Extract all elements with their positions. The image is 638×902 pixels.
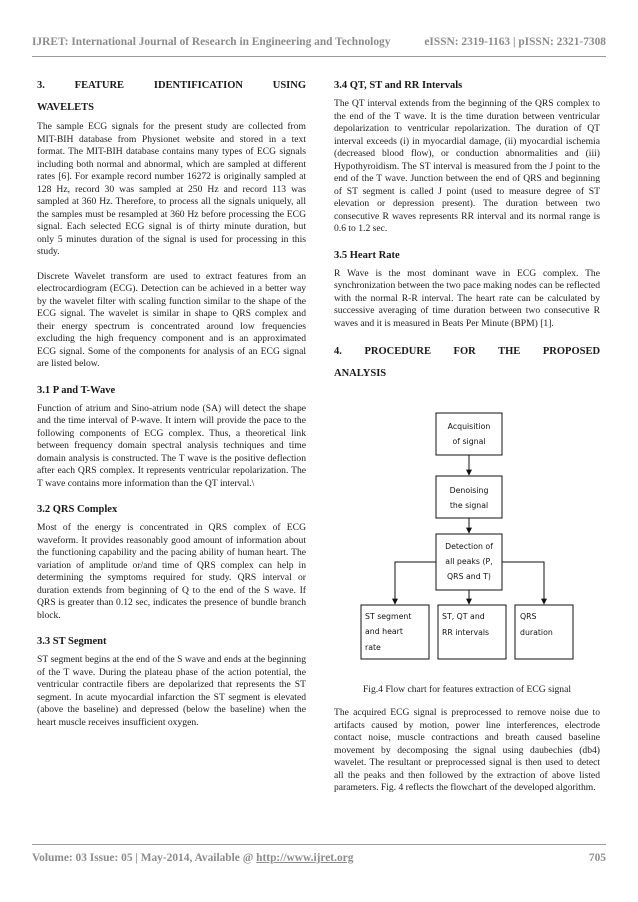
running-footer: [32, 852, 606, 864]
arrow-detect-to-st: [395, 562, 436, 604]
intervals-line-2: RR intervals: [442, 628, 490, 637]
st-segment-line-3: rate: [365, 643, 381, 652]
section-3-1-body: Function of atrium and Sino-atrium node (SA) will detect the shape and the time interval of P-wave. It intern will provide the pace to the following components of ECG complex. Thus, a theoretical link between frequency domain spectral analysis techniques and time domain analysis is constructed. The T wave is the positive deflection after each QRS complex. It represents ventricular repolarization. The T wave contains more information than the QT interval.\: [37, 402, 306, 489]
issn-numbers: eISSN: 2319-1163 | pISSN: 2321-7308: [424, 36, 606, 48]
box-denoising: [436, 476, 502, 518]
acquisition-line-2: of signal: [452, 437, 486, 446]
qrs-line-2: duration: [520, 628, 553, 637]
figure-caption: Fig.4 Flow chart for features extraction of ECG signal: [362, 684, 572, 695]
detection-line-2: all peaks (P,: [445, 557, 493, 566]
closing-paragraph: The acquired ECG signal is preprocessed to remove noise due to artifacts caused by motion, power line interferences, electrode contact noise, muscle contractions and breath caused baseline movement by decomposing the signal using daubechies (db4) wavelet. The resultant or preprocessed signal is then used to detect all the peaks and then followed by the extraction of above listed parameters. Fig. 4 reflects the flowchart of the developed algorithm.: [334, 707, 600, 793]
right-column: [334, 70, 600, 382]
section-3-5-body: R Wave is the most dominant wave in ECG complex. The synchronization between the two pace making nodes can be reflected with the normal R-R interval. The heart rate can be calculated by successive averaging of time duration between two consecutive R waves and it is measured in Beats Per Minute (BPM) [1].: [334, 267, 600, 329]
section-3-3-body: ST segment begins at the end of the S wave and ends at the beginning of the T wave. During the plateau phase of the action potential, the ventricular contractile fibers are depolarized that represents the ST segment. In acute myocardial infarction the ST segment is elevated (above the baseline) and depressed (below the baseline) when the heart muscle receives insufficient oxygen.: [37, 654, 306, 728]
section-3-4-heading: 3.4 QT, ST and RR Intervals: [334, 80, 463, 91]
section-3-heading: 3. FEATURE IDENTIFICATION USING WAVELETS: [37, 80, 307, 113]
section-3-2-body: Most of the energy is concentrated in QRS complex of ECG waveform. It provides reasonably good amount of information about the functioning capability and the pacing ability of human heart. The variation of amplitude or/and time of QRS complex can help in determining the symptoms required for study. QRS interval or duration extends from beginning of Q to the end of the S wave. If QRS is greater than 0.12 sec, indicates the presence of bundle branch block.: [37, 522, 306, 621]
section-3-4-body: The QT interval extends from the beginning of the QRS complex to the end of the T wave. It is the time duration between ventricular depolarization to ventricular repolarization. The duration of QT interval exceeds (i) in myocardial damage, (ii) myocardial ischemia (decreased blood flow), or conduction abnormalities and (iii) Hypothyroidism. The ST interval is measured from the J point to the end of the T wave. Junction between the end of QRS and beginning of ST segment is called J point (used to measure degree of ST elevation or depression present). The duration between two consecutive R waves represents RR interval and its normal range is 0.6 to 1.2 sec.: [334, 98, 600, 234]
section-3-para-2: Discrete Wavelet transform are used to extract features from an electrocardiogram (ECG). Detection can be achieved in a better way by the wavelet filter with scaling function similar to the shape of the ECG signal. The wavelet is similar in shape to QRS complex and their energy spectrum is concentrated around low frequencies excluding the high frequency component and is an approximated ECG signal. Some of the components for analysis of an ECG signal are listed below.: [37, 270, 306, 369]
st-segment-line-1: ST segment: [365, 612, 412, 621]
section-4-heading: 4. PROCEDURE FOR THE PROPOSED ANALYSIS: [334, 346, 601, 379]
section-3-5-heading: 3.5 Heart Rate: [334, 249, 400, 261]
journal-title: IJRET: International Journal of Research in Engineering and Technology: [32, 36, 391, 48]
arrow-detect-to-qrs: [502, 562, 544, 604]
flowchart-figure: [334, 410, 600, 670]
footer-rule: [32, 844, 606, 845]
section-3-2-heading: 3.2 QRS Complex: [37, 504, 118, 515]
qrs-line-1: QRS: [520, 612, 537, 621]
st-segment-line-2: and heart: [365, 627, 403, 636]
closing-section: [334, 707, 600, 795]
page-number: 705: [588, 852, 606, 864]
left-column: [37, 70, 306, 729]
section-3-3-heading: 3.3 ST Segment: [37, 636, 107, 647]
denoising-line-1: Denoising: [449, 486, 489, 495]
intervals-line-1: ST, QT and: [442, 612, 485, 621]
footer-volume: Volume: 03 Issue: 05 | May-2014, Available @ http://www.ijret.org: [32, 852, 354, 864]
denoising-line-2: the signal: [449, 501, 489, 510]
section-3-1-heading: 3.1 P and T-Wave: [37, 384, 116, 396]
journal-link[interactable]: http://www.ijret.org: [256, 852, 354, 864]
acquisition-line-1: Acquisition: [447, 422, 491, 431]
flowchart-diagram: [334, 410, 600, 670]
detection-line-3: QRS and T): [447, 572, 491, 581]
running-header: [32, 36, 606, 48]
header-rule: [32, 56, 606, 57]
section-3-para-1: The sample ECG signals for the present study are collected from MIT-BIH database from Physionet website and stored in a text format. The MIT-BIH database contains many types of ECG signals including both normal and abnormal, which are sampled at different rates [6]. For example record number 16272 is originally sampled at 128 Hz, record 30 was sampled at 250 Hz and record 113 was sampled at 360 Hz. Therefore, to process all the signals uniquely, all the samples must be resampled at 360 Hz before processing the ECG signal. Each selected ECG signal is of thirty minute duration, but only 5 minutes duration of the signal is used for processing in this study.: [37, 121, 306, 257]
box-acquisition: [436, 413, 502, 455]
detection-line-1: Detection of: [445, 542, 493, 551]
